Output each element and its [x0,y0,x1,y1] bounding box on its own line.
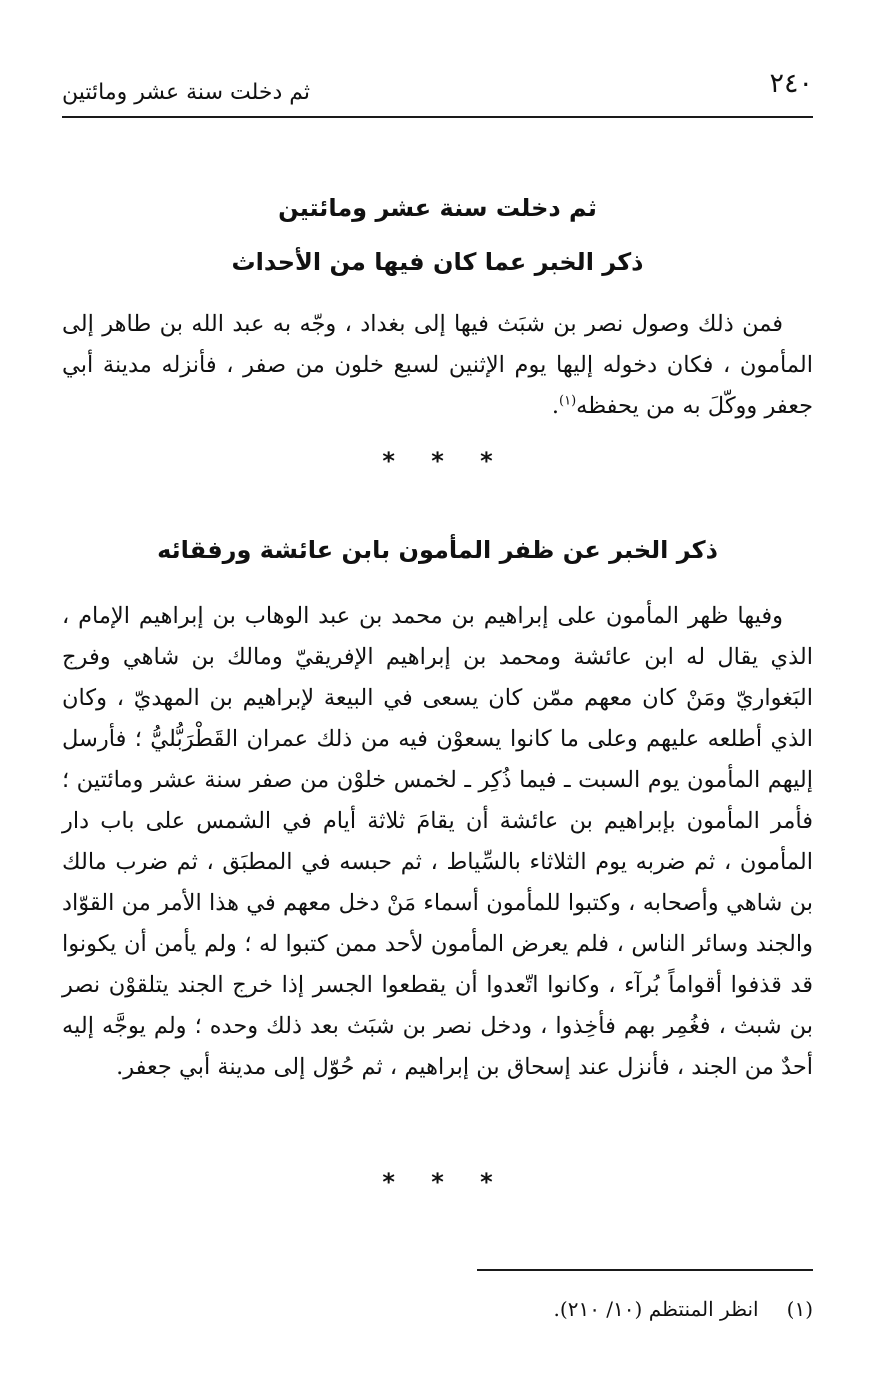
running-header [62,66,813,118]
paragraph-ibn-aisha: وفيها ظهر المأمون على إبراهيم بن محمد بن عبد الوهاب بن إبراهيم الإمام ، الذي يقال له ابن عائشة ومحمد بن إبراهيم الإفريقيّ ومالك بن شاهي وفرج البَغواريّ ومَنْ كان معهم ممّن كان يسعى في البيعة لإبراهيم بن المهديّ ، وكان الذي أطلعه عليهم وعلى ما كانوا يسعوْن فيه من ذلك عمران القَطْرَبُّليُّ ؛ فأرسل إليهم المأمون يوم السبت ـ فيما ذُكِر ـ لخمس خلوْن من صفر سنة عشر ومائتين ؛ فأمر المأمون بإبراهيم بن عائشة أن يقامَ ثلاثة أيام في الشمس على باب دار المأمون ، ثم ضربه يوم الثلاثاء بالسِّياط ، ثم حبسه في المطبَق ، ثم ضرب مالك بن شاهي وأصحابه ، وكتبوا للمأمون أسماء مَنْ دخل معهم في هذا الأمر من القوّاد والجند وسائر الناس ، فلم يعرض المأمون لأحد ممن كتبوا له ؛ ولم يأمن أن يكونوا قد قذفوا أقواماً بُرآء ، وكانوا اتّعدوا أن يقطعوا الجسر إذا خرج الجند يتلقوْن نصر بن شبث ، فغُمِر بهم فأخِذوا ، ودخل نصر بن شبَث بعد ذلك وحده ؛ ولم يوجَّه إليه أحدٌ من الجند ، فأنزل عند إسحاق بن إبراهيم ، ثم حُوّل إلى مدينة أبي جعفر. [62,603,813,1080]
section-heading-ibn-aisha: ذكر الخبر عن ظفر المأمون بابن عائشة ورفقائه [157,536,718,564]
running-title: ثم دخلت سنة عشر ومائتين [62,80,311,105]
footnote-ref[interactable]: (١) [559,393,577,409]
footnote-divider [477,1269,813,1271]
events-heading: ذكر الخبر عما كان فيها من الأحداث [231,248,644,276]
asterisk-separator: * * * [382,1168,493,1196]
asterisk-separator: * * * [382,447,493,475]
year-heading: ثم دخلت سنة عشر ومائتين [278,194,597,222]
footnote-text: انظر المنتظم (١٠/ ٢١٠). [553,1297,759,1321]
footnote-number: (١) [786,1297,813,1321]
paragraph-arrival-text: فمن ذلك وصول نصر بن شبَث فيها إلى بغداد ، وجّه به عبد الله بن طاهر إلى المأمون ، فكان دخوله إليها يوم الإثنين لسبع خلون من صفر ، فأنزله مدينة أبي جعفر ووكّلَ به من يحفظه [62,311,813,419]
paragraph-arrival-end: . [551,393,560,419]
page-number: ٢٤٠ [769,68,813,99]
footnote [554,1297,813,1321]
paragraph-arrival [62,304,813,427]
